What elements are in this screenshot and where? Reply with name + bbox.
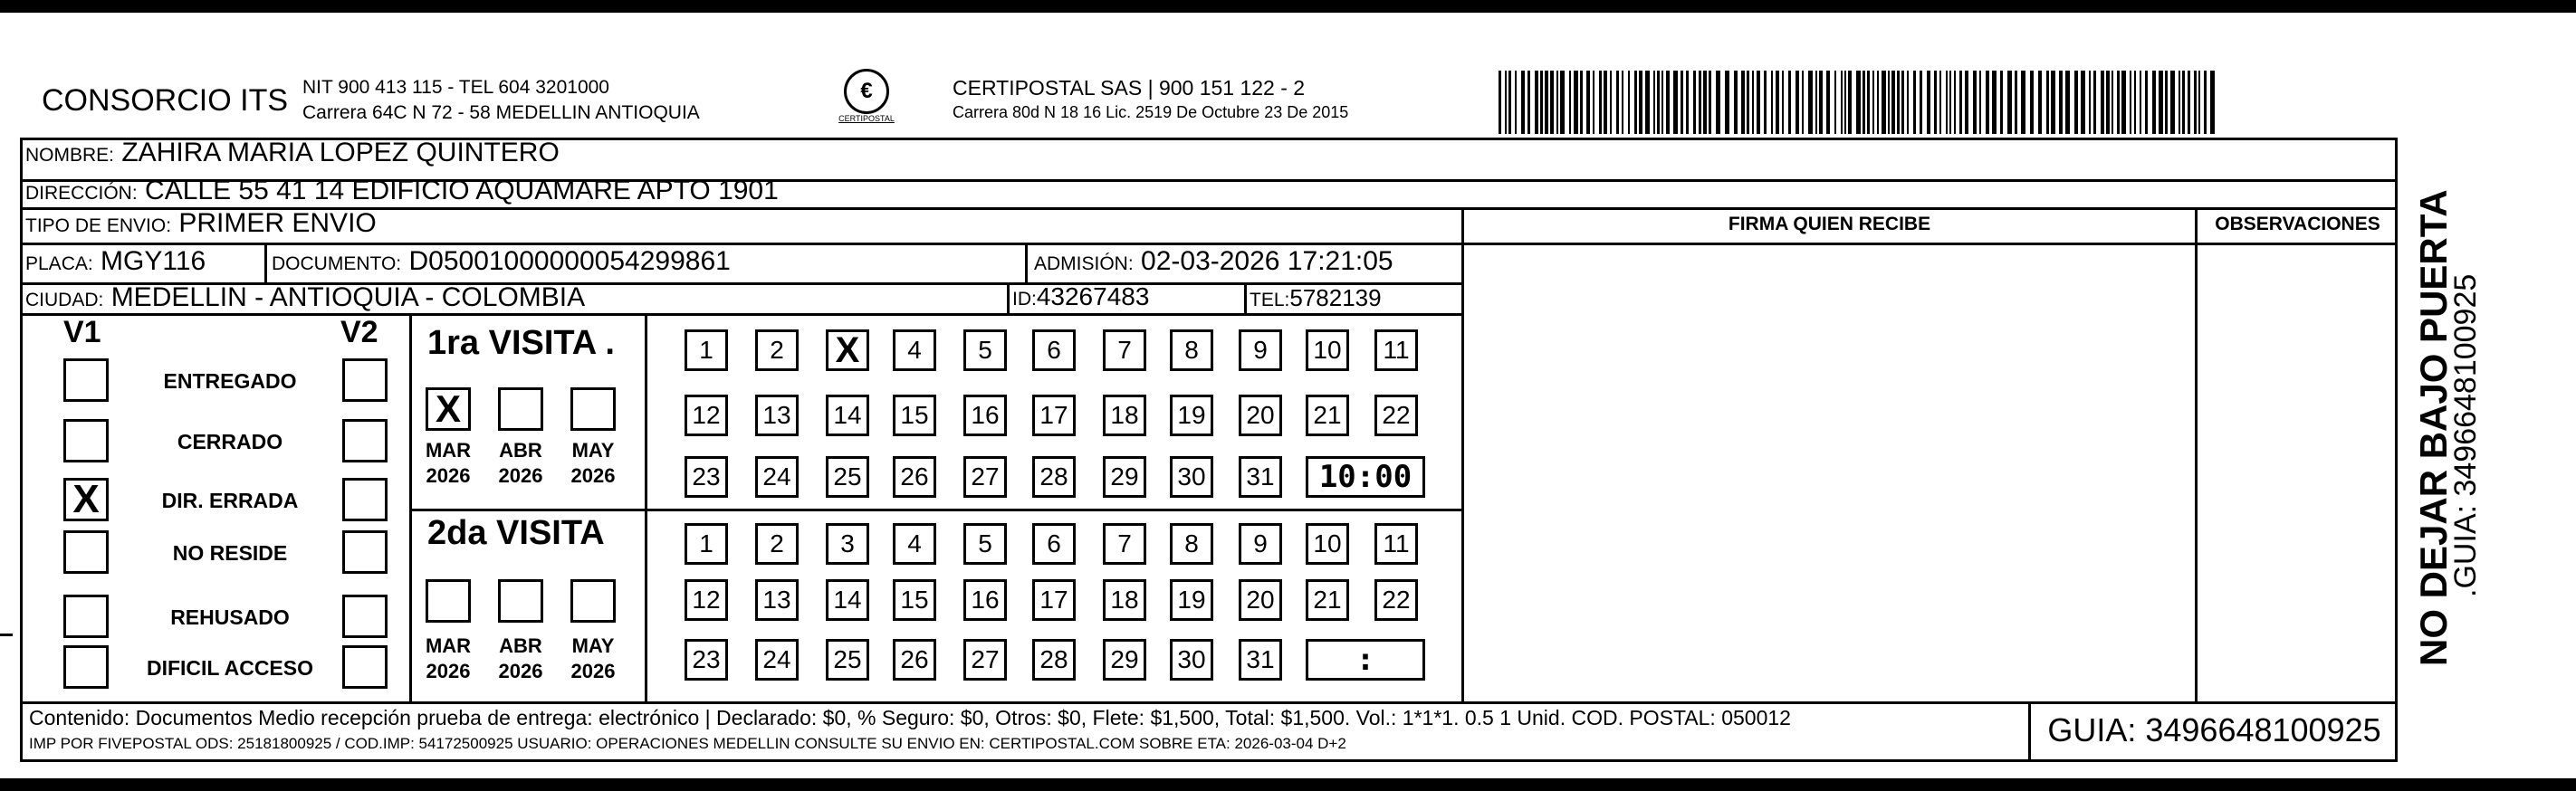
side-warning: NO DEJAR BAJO PUERTA xyxy=(2412,189,2455,666)
day-box[interactable]: 12 xyxy=(685,395,728,436)
v1-checkbox[interactable] xyxy=(63,358,109,402)
v2-checkbox[interactable] xyxy=(342,645,388,689)
day-box[interactable]: 17 xyxy=(1032,395,1076,436)
nombre-row xyxy=(25,138,560,168)
month-checkbox[interactable] xyxy=(570,579,616,623)
carrier-name: CERTIPOSTAL SAS | 900 151 122 - 2 xyxy=(953,76,1306,100)
edge-mark xyxy=(0,634,13,636)
day-box[interactable]: 1 xyxy=(685,523,728,565)
day-box[interactable]: 4 xyxy=(893,523,936,565)
status-label: REHUSADO xyxy=(170,605,290,629)
day-box[interactable]: 3 xyxy=(826,523,869,565)
day-box[interactable]: 25 xyxy=(826,639,869,681)
admision-value: 02-03-2026 17:21:05 xyxy=(1141,246,1393,276)
visit1-title: 1ra VISITA . xyxy=(427,324,615,362)
month-label: ABR xyxy=(499,439,542,462)
direccion-row xyxy=(25,176,779,206)
logo-caption: CERTIPOSTAL xyxy=(838,114,895,123)
direccion-label: DIRECCIÓN: xyxy=(25,183,138,204)
id-cell xyxy=(1012,282,1149,311)
ciudad-cell xyxy=(25,282,585,313)
day-box[interactable]: 22 xyxy=(1374,579,1418,621)
day-box[interactable]: 2 xyxy=(755,329,799,371)
status-label: ENTREGADO xyxy=(163,369,297,393)
day-box-marked[interactable]: X xyxy=(826,329,869,371)
day-box[interactable]: 25 xyxy=(826,456,869,498)
day-box[interactable]: 13 xyxy=(755,579,799,621)
day-box[interactable]: 12 xyxy=(685,579,728,621)
day-box[interactable]: 15 xyxy=(893,395,936,436)
v2-checkbox[interactable] xyxy=(342,478,388,521)
day-box[interactable]: 29 xyxy=(1103,456,1146,498)
side-guia: .GUIA: 3496648100925 xyxy=(2448,273,2483,597)
day-box[interactable]: 28 xyxy=(1032,456,1076,498)
month-checkbox[interactable] xyxy=(498,579,543,623)
bottom-border xyxy=(0,778,2576,791)
day-box[interactable]: 2 xyxy=(755,523,799,565)
firma-header: FIRMA QUIEN RECIBE xyxy=(1728,214,1931,234)
day-box[interactable]: 15 xyxy=(893,579,936,621)
month-label: MAY xyxy=(571,439,615,462)
day-box[interactable]: 19 xyxy=(1170,579,1213,621)
month-label: MAY xyxy=(571,634,615,657)
time-field[interactable]: 10:00 xyxy=(1306,456,1425,498)
v2-checkbox[interactable] xyxy=(342,419,388,462)
tel-label: TEL: xyxy=(1250,290,1290,310)
month-year: 2026 xyxy=(570,660,616,682)
nombre-label: NOMBRE: xyxy=(25,145,115,166)
direccion-value: CALLE 55 41 14 EDIFICIO AQUAMARE APTO 1901 xyxy=(145,176,779,205)
placa-label: PLACA: xyxy=(25,253,93,274)
day-box[interactable]: 21 xyxy=(1306,395,1349,436)
tipo-label: TIPO DE ENVIO: xyxy=(25,215,172,236)
tipo-row xyxy=(25,208,377,239)
carrier-logo xyxy=(835,69,898,123)
day-box[interactable]: 18 xyxy=(1103,579,1146,621)
day-box[interactable]: 8 xyxy=(1170,523,1213,565)
day-box[interactable]: 14 xyxy=(826,579,869,621)
day-box[interactable]: 28 xyxy=(1032,639,1076,681)
status-label: DIR. ERRADA xyxy=(161,489,299,512)
ciudad-value: MEDELLIN - ANTIOQUIA - COLOMBIA xyxy=(110,282,586,312)
day-box[interactable]: 1 xyxy=(685,329,728,371)
day-box[interactable]: 27 xyxy=(963,456,1007,498)
day-box[interactable]: 23 xyxy=(685,456,728,498)
month-checkbox[interactable] xyxy=(570,387,616,431)
day-box[interactable]: 7 xyxy=(1103,523,1146,565)
tipo-value: PRIMER ENVIO xyxy=(178,208,377,238)
time-field[interactable]: : xyxy=(1306,639,1425,681)
carrier-license: Carrera 80d N 18 16 Lic. 2519 De Octubre 23 De 2015 xyxy=(953,103,1349,121)
placa-cell xyxy=(25,246,206,277)
day-box[interactable]: 6 xyxy=(1032,523,1076,565)
footer-impresion: IMP POR FIVEPOSTAL ODS: 25181800925 / COD.IMP: 54172500925 USUARIO: OPERACIONES MEDELLIN CONSULTE SU ENVIO EN: CERTIPOSTAL.COM SOBRE ETA: 2026-03-04 D+2 xyxy=(29,735,1346,752)
id-label: ID: xyxy=(1012,289,1037,310)
ciudad-label: CIUDAD: xyxy=(25,290,104,310)
day-box[interactable]: 5 xyxy=(963,523,1007,565)
month-year: 2026 xyxy=(426,660,471,682)
day-box[interactable]: 22 xyxy=(1374,395,1418,436)
top-border xyxy=(0,0,2576,13)
tel-cell xyxy=(1250,284,1382,312)
v2-header: V2 xyxy=(340,315,378,349)
company-name: CONSORCIO ITS xyxy=(42,83,289,118)
day-box[interactable]: 27 xyxy=(963,639,1007,681)
nombre-value: ZAHIRA MARIA LOPEZ QUINTERO xyxy=(121,138,560,167)
day-box[interactable]: 16 xyxy=(963,579,1007,621)
day-box[interactable]: 10 xyxy=(1306,523,1349,565)
v2-checkbox[interactable] xyxy=(342,595,388,638)
v1-checkbox[interactable] xyxy=(63,530,109,574)
v2-checkbox[interactable] xyxy=(342,530,388,574)
day-box[interactable]: 20 xyxy=(1239,579,1282,621)
documento-label: DOCUMENTO: xyxy=(272,253,402,274)
company-address: Carrera 64C N 72 - 58 MEDELLIN ANTIOQUIA xyxy=(302,102,700,123)
day-box[interactable]: 18 xyxy=(1103,395,1146,436)
day-box[interactable]: 17 xyxy=(1032,579,1076,621)
barcode xyxy=(1499,71,2223,134)
day-box[interactable]: 6 xyxy=(1032,329,1076,371)
admision-cell xyxy=(1034,246,1393,277)
placa-value: MGY116 xyxy=(101,246,206,276)
status-label: DIFICIL ACCESO xyxy=(146,656,313,680)
day-box[interactable]: 21 xyxy=(1306,579,1349,621)
day-box[interactable]: 9 xyxy=(1239,329,1282,371)
month-year: 2026 xyxy=(498,464,543,487)
documento-value: D05001000000054299861 xyxy=(408,246,731,276)
day-box[interactable]: 16 xyxy=(963,395,1007,436)
day-box[interactable]: 14 xyxy=(826,395,869,436)
day-box[interactable]: 23 xyxy=(685,639,728,681)
day-box[interactable]: 5 xyxy=(963,329,1007,371)
company-nit: NIT 900 413 115 - TEL 604 3201000 xyxy=(302,77,609,98)
month-year: 2026 xyxy=(498,660,543,682)
visit2-title: 2da VISITA xyxy=(427,514,605,552)
observaciones-header: OBSERVACIONES xyxy=(2215,214,2380,234)
status-label: NO RESIDE xyxy=(172,541,288,565)
v2-checkbox[interactable] xyxy=(342,358,388,402)
day-box[interactable]: 13 xyxy=(755,395,799,436)
v1-checkbox[interactable] xyxy=(63,595,109,638)
day-box[interactable]: 30 xyxy=(1170,639,1213,681)
day-box[interactable]: 7 xyxy=(1103,329,1146,371)
month-label: MAR xyxy=(425,439,472,462)
day-box[interactable]: 11 xyxy=(1374,523,1418,565)
month-year: 2026 xyxy=(426,464,471,487)
admision-label: ADMISIÓN: xyxy=(1034,253,1134,274)
day-box[interactable]: 29 xyxy=(1103,639,1146,681)
day-box[interactable]: 10 xyxy=(1306,329,1349,371)
day-box[interactable]: 26 xyxy=(893,456,936,498)
day-box[interactable]: 11 xyxy=(1374,329,1418,371)
logo-mark-icon: € xyxy=(844,69,889,114)
day-box[interactable]: 20 xyxy=(1239,395,1282,436)
month-checkbox[interactable]: X xyxy=(426,387,471,431)
v1-header: V1 xyxy=(63,315,101,349)
month-checkbox[interactable] xyxy=(498,387,543,431)
day-box[interactable]: 31 xyxy=(1239,639,1282,681)
v1-checkbox[interactable] xyxy=(63,419,109,462)
day-box[interactable]: 26 xyxy=(893,639,936,681)
documento-cell xyxy=(272,246,731,277)
month-label: MAR xyxy=(425,634,472,657)
tel-value: 5782139 xyxy=(1289,284,1382,311)
day-box[interactable]: 24 xyxy=(755,639,799,681)
id-value: 43267483 xyxy=(1036,282,1150,310)
day-box[interactable]: 19 xyxy=(1170,395,1213,436)
day-box[interactable]: 24 xyxy=(755,456,799,498)
v1-checkbox[interactable] xyxy=(63,645,109,689)
month-year: 2026 xyxy=(570,464,616,487)
day-box[interactable]: 30 xyxy=(1170,456,1213,498)
day-box[interactable]: 31 xyxy=(1239,456,1282,498)
footer-contenido: Contenido: Documentos Medio recepción prueba de entrega: electrónico | Declarado: $0, % Seguro: $0, Otros: $0, Flete: $1,500, Total: $1,500. Vol.: 1*1*1. 0.5 1 Unid. COD. POSTAL: 050012 xyxy=(29,706,1791,729)
v1-checkbox[interactable]: X xyxy=(63,478,109,521)
status-label: CERRADO xyxy=(177,430,283,453)
month-checkbox[interactable] xyxy=(426,579,471,623)
day-box[interactable]: 9 xyxy=(1239,523,1282,565)
guia-number: GUIA: 3496648100925 xyxy=(2047,711,2381,748)
day-box[interactable]: 8 xyxy=(1170,329,1213,371)
day-box[interactable]: 4 xyxy=(893,329,936,371)
month-label: ABR xyxy=(499,634,542,657)
